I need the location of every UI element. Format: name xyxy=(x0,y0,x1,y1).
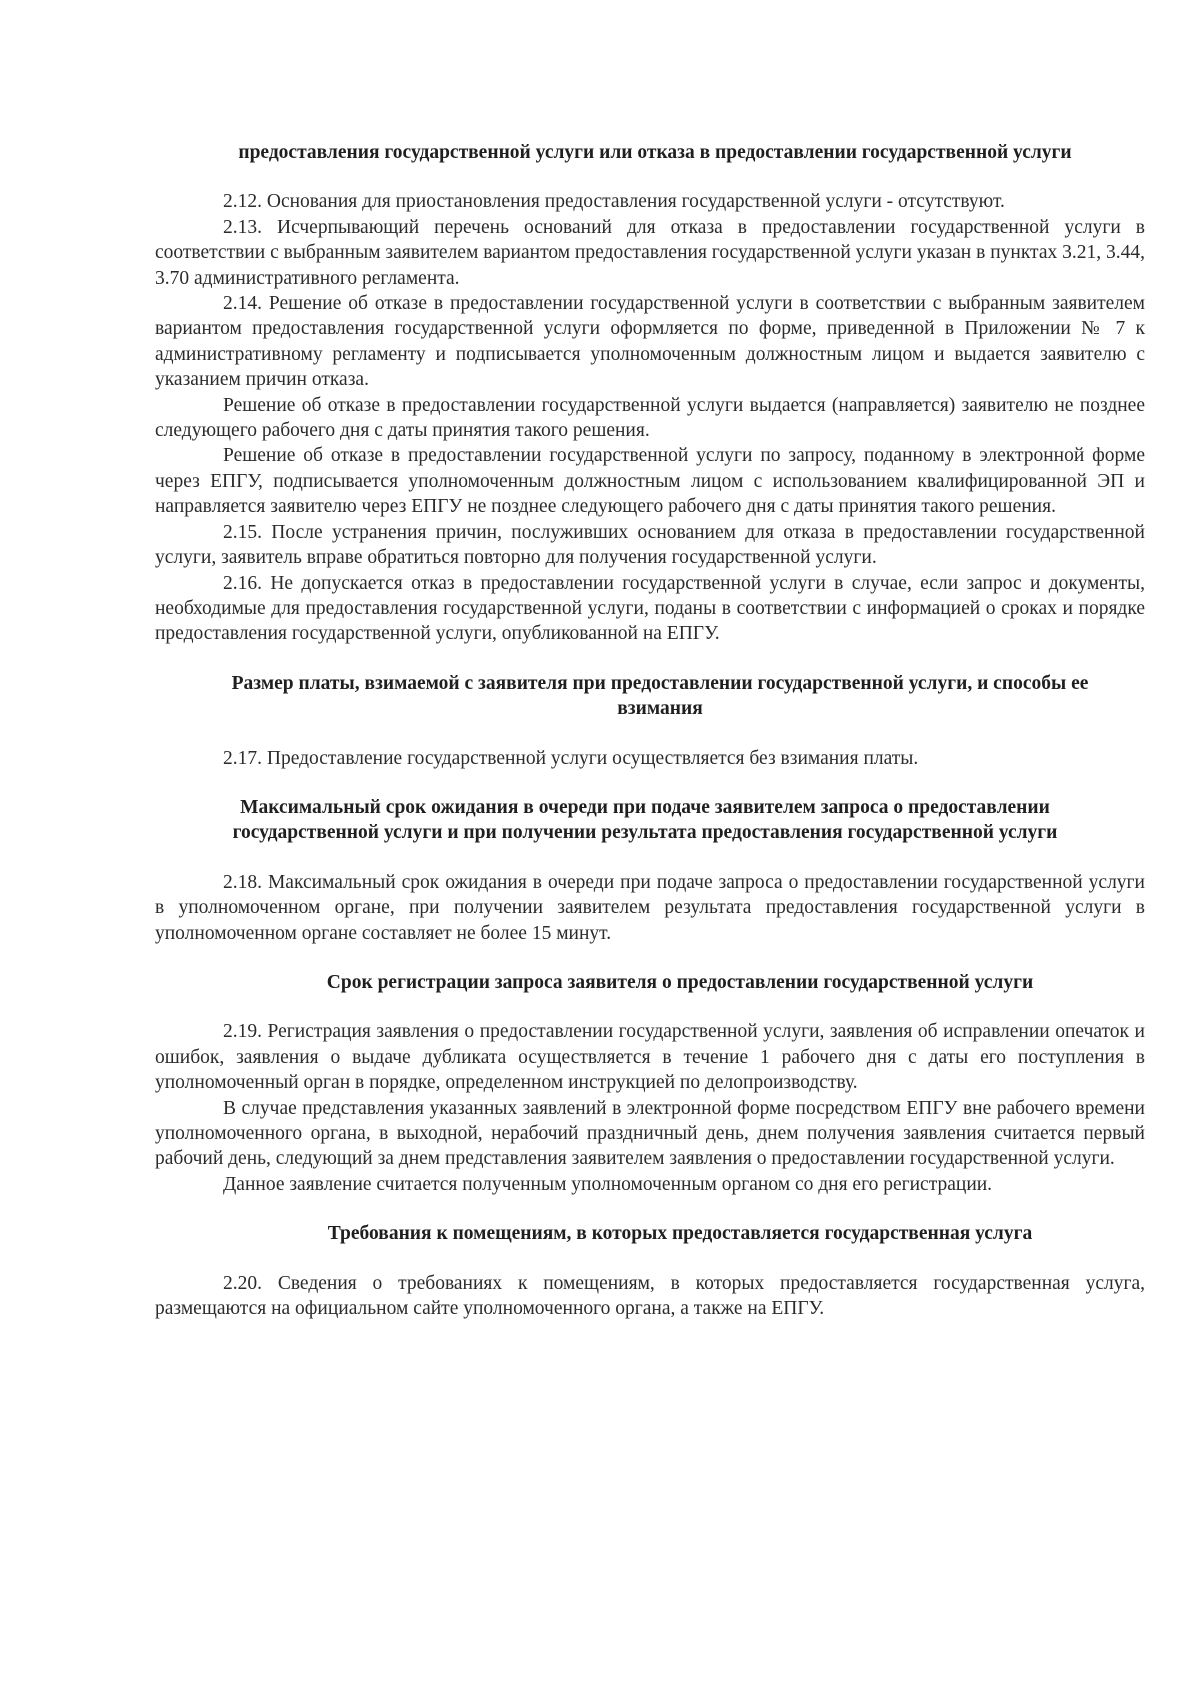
paragraph-2-20: 2.20. Сведения о требованиях к помещениям, в которых предоставляется государственная услуга, размещаются на официальном сайте уполномоченного органа, а также на ЕПГУ. xyxy=(155,1272,1145,1320)
section-queue-time xyxy=(155,795,1145,946)
paragraph-2-16: 2.16. Не допускается отказ в предоставлении государственной услуги в случае, если запрос и документы, необходимые для предоставления государственной услуги, поданы в соответствии с информацией о сроках и порядке предоставления государственной услуги, опубликованной на ЕПГУ. xyxy=(155,572,1145,645)
paragraph-2-14: 2.14. Решение об отказе в предоставлении государственной услуги в соответствии с выбранным заявителем вариантом предоставления государственной услуги оформляется по форме, приведенной в Приложении № 7 к административному регламенту и подписывается уполномоченным должностным лицом и выдается заявителю с указанием причин отказа. xyxy=(155,293,1145,391)
paragraph-refusal-issue: Решение об отказе в предоставлении государственной услуги выдается (направляется) заявителю не позднее следующего рабочего дня с даты принятия такого решения. xyxy=(155,394,1145,442)
section-refusal-grounds xyxy=(155,140,1145,647)
section-heading: Максимальный срок ожидания в очереди при подаче заявителем запроса о предоставлении государственной услуги и при получении результата предоставления государственной услуги xyxy=(232,796,1058,844)
paragraph-2-17: 2.17. Предоставление государственной услуги осуществляется без взимания платы. xyxy=(223,747,919,769)
paragraph-refusal-epgu: Решение об отказе в предоставлении государственной услуги по запросу, поданному в электронной форме через ЕПГУ, подписывается уполномоченным должностным лицом с использованием квалифицированной ЭП и направляется заявителю через ЕПГУ не позднее следующего рабочего дня с даты принятия такого решения. xyxy=(155,445,1145,518)
paragraph-received-date: Данное заявление считается полученным уполномоченным органом со дня его регистрации. xyxy=(223,1173,993,1195)
section-heading: Требования к помещениям, в которых предоставляется государственная услуга xyxy=(327,1223,1033,1245)
section-premises xyxy=(155,1221,1145,1321)
paragraph-2-19: 2.19. Регистрация заявления о предоставлении государственной услуги, заявления об исправлении опечаток и ошибок, заявления о выдаче дубликата осуществляется в течение 1 рабочего дня с даты его поступления в уполномоченный орган в порядке, определенном инструкцией по делопроизводству. xyxy=(155,1021,1145,1094)
paragraph-2-12: 2.12. Основания для приостановления предоставления государственной услуги - отсутствуют. xyxy=(223,191,1005,213)
document-page xyxy=(155,140,1145,1321)
section-registration-term xyxy=(155,970,1145,1197)
section-heading: предоставления государственной услуги или отказа в предоставлении государственной услуги xyxy=(238,142,1072,163)
section-fee xyxy=(155,671,1145,771)
paragraph-2-18: 2.18. Максимальный срок ожидания в очереди при подаче запроса о предоставлении государственной услуги в уполномоченном органе, при получении заявителем результата предоставления государственной услуги в уполномоченном органе составляет не более 15 минут. xyxy=(155,871,1145,944)
section-heading: Размер платы, взимаемой с заявителя при предоставлении государственной услуги, и способы ее взимания xyxy=(231,672,1089,720)
paragraph-2-13: 2.13. Исчерпывающий перечень оснований для отказа в предоставлении государственной услуги в соответствии с выбранным заявителем вариантом предоставления государственной услуги указан в пунктах 3.21, 3.44, 3.70 административного регламента. xyxy=(155,216,1145,289)
section-heading: Срок регистрации запроса заявителя о предоставлении государственной услуги xyxy=(326,971,1034,993)
paragraph-electronic-submission: В случае представления указанных заявлений в электронной форме посредством ЕПГУ вне рабочего времени уполномоченного органа, в выходной, нерабочий праздничный день, днем получения заявления считается первый рабочий день, следующий за днем представления заявителем заявления о предоставлении государственной услуги. xyxy=(155,1097,1145,1170)
paragraph-2-15: 2.15. После устранения причин, послуживших основанием для отказа в предоставлении государственной услуги, заявитель вправе обратиться повторно для получения государственной услуги. xyxy=(155,521,1145,569)
